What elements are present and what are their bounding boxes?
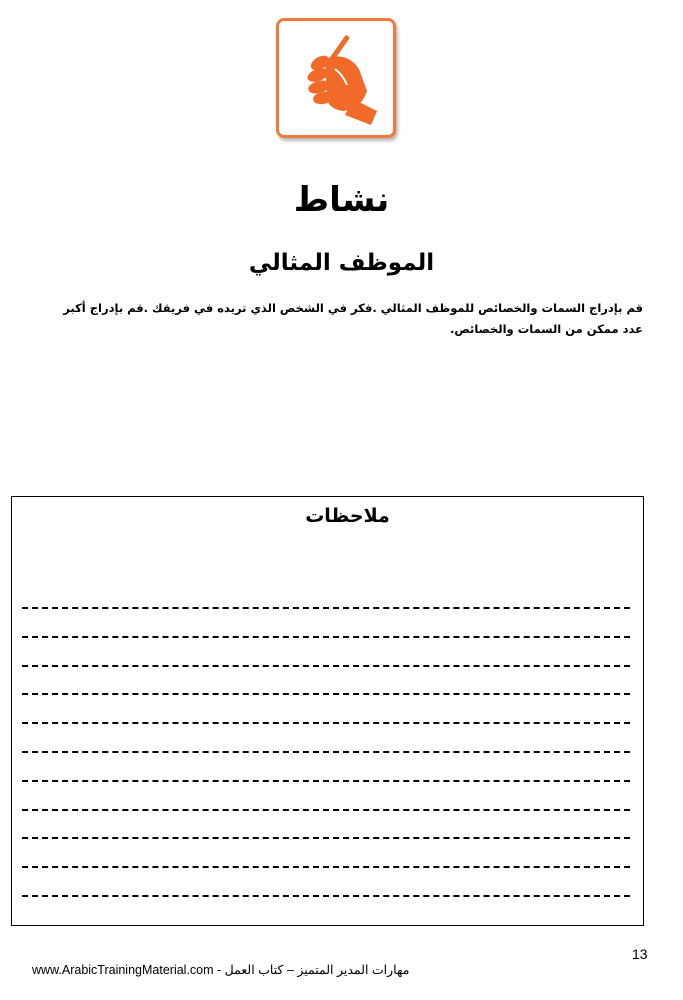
activity-instructions: قم بإدراج السمات والخصائص للموظف المثالي .فكر في الشخص الذي تريده في فريقك .قم بإدراج أكبر عدد ممكن من السمات والخصائص.: [63, 301, 643, 336]
notes-line: [22, 693, 630, 695]
notes-line: [22, 607, 630, 609]
notes-line: [22, 665, 630, 667]
notes-box: [11, 496, 644, 926]
activity-logo: [276, 18, 396, 138]
notes-line: [22, 636, 630, 638]
page-title: نشاط: [293, 180, 390, 220]
footer-text: www.ArabicTrainingMaterial.com - مهارات المدير المتميز – كتاب العمل: [32, 963, 410, 977]
page-number: 13: [632, 946, 648, 962]
notes-line: [22, 837, 630, 839]
notes-line: [22, 722, 630, 724]
notes-line: [22, 895, 630, 897]
notes-line: [22, 780, 630, 782]
activity-subtitle: الموظف المثالي: [248, 250, 435, 276]
notes-line: [22, 866, 630, 868]
hand-holding-pen-icon: [287, 29, 385, 127]
notes-line: [22, 751, 630, 753]
notes-title: ملاحظات: [305, 505, 390, 527]
notes-line: [22, 809, 630, 811]
